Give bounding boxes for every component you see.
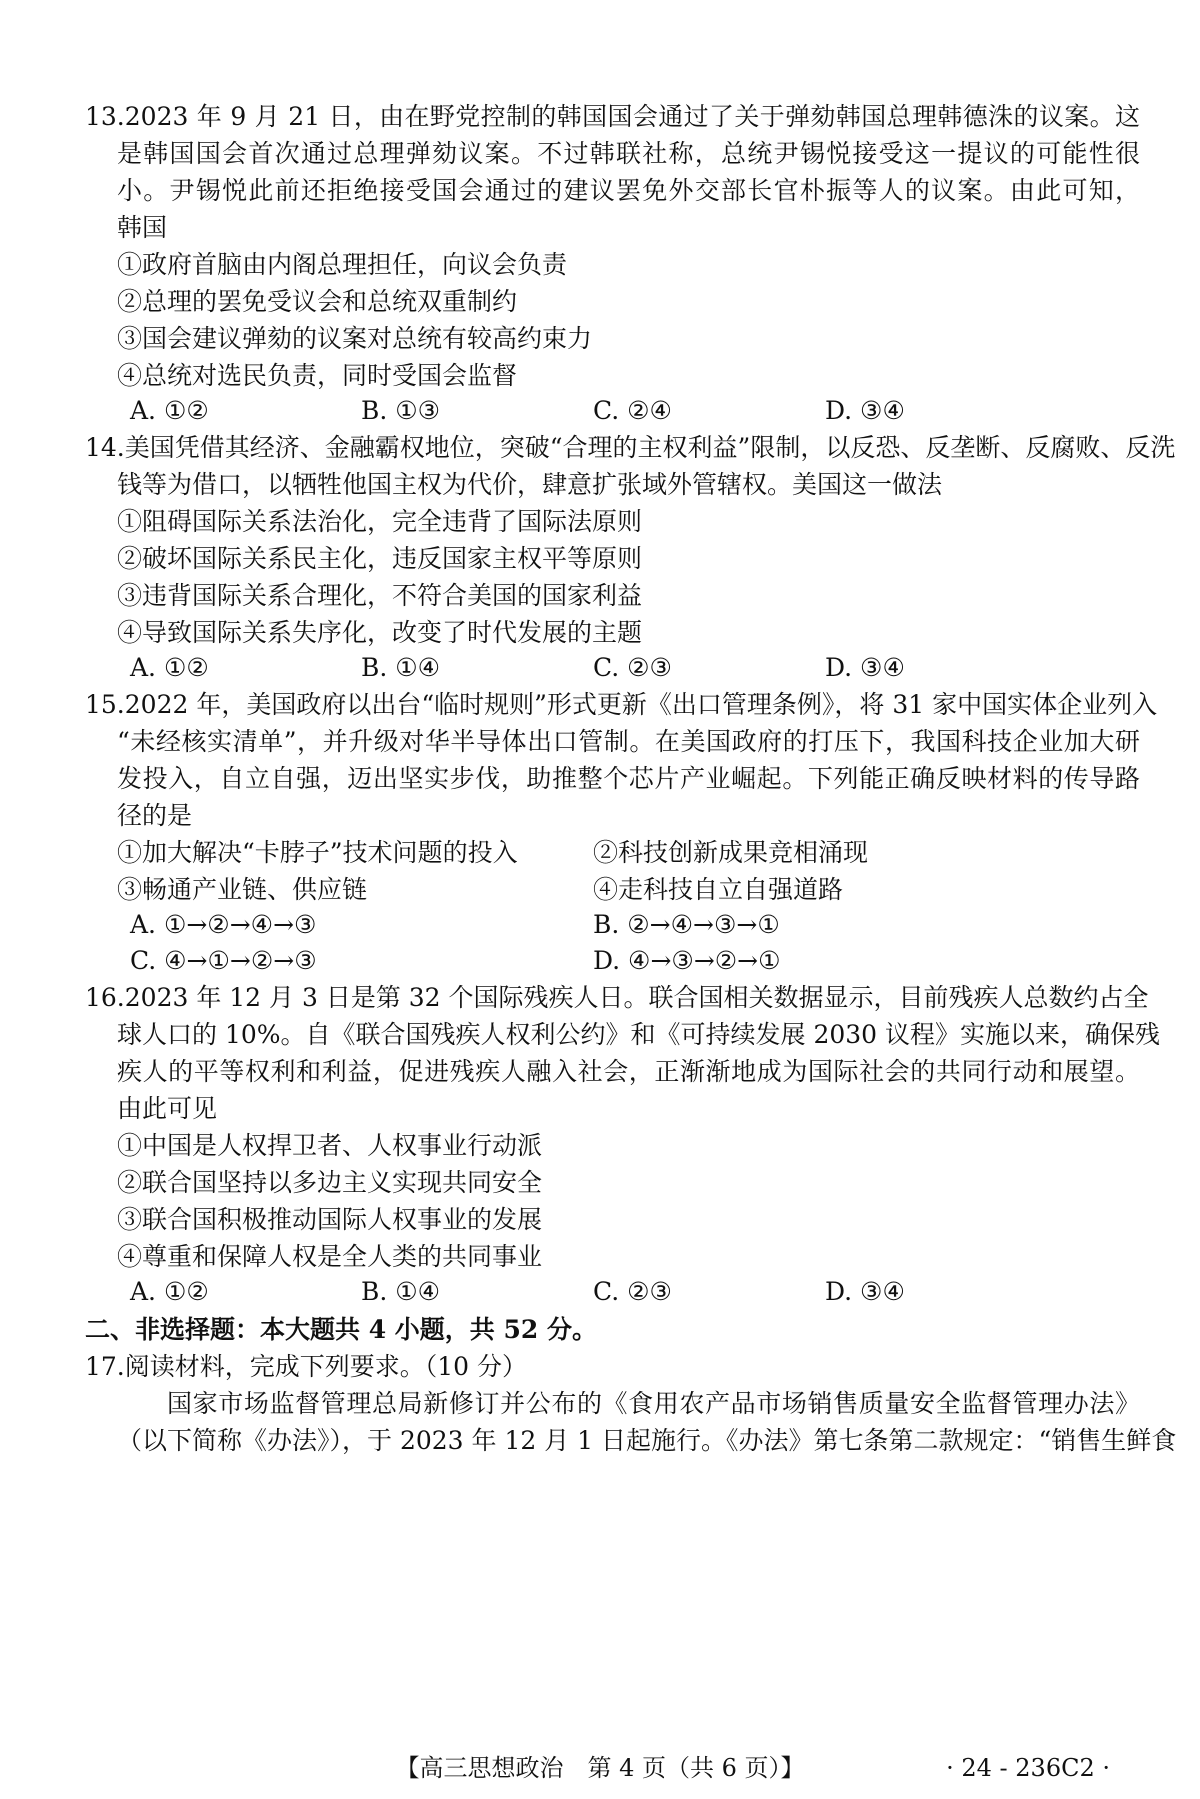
q16-stem-line-2: 球人口的 10%。自《联合国残疾人权利公约》和《可持续发展 2030 议程》实施以来，确保残 bbox=[117, 1020, 1161, 1049]
q14-item-2: ②破坏国际关系民主化，违反国家主权平等原则 bbox=[117, 544, 643, 573]
q13-item-2: ②总理的罢免受议会和总统双重制约 bbox=[117, 287, 518, 316]
footer-exam-code: · 24 - 236C2 · bbox=[946, 1754, 1110, 1782]
section-2-heading: 二、非选择题：本大题共 4 小题，共 52 分。 bbox=[85, 1315, 598, 1344]
q16-item-3: ③联合国积极推动国际人权事业的发展 bbox=[117, 1205, 543, 1234]
q13-option-d: D. ③④ bbox=[825, 396, 905, 425]
q15-option-b: B. ②→④→③→① bbox=[593, 910, 780, 939]
q15-option-c: C. ④→①→②→③ bbox=[130, 946, 317, 975]
q16-option-c: C. ②③ bbox=[593, 1277, 672, 1306]
q13-option-c: C. ②④ bbox=[593, 396, 672, 425]
q13-stem-line-4: 韩国 bbox=[117, 213, 168, 242]
q16-option-d: D. ③④ bbox=[825, 1277, 905, 1306]
q15-stem-line-1: 15.2022 年，美国政府以出台“临时规则”形式更新《出口管理条例》，将 31 家中国实体企业列入 bbox=[85, 690, 1158, 719]
q17-material-line-2: （以下简称《办法》），于 2023 年 12 月 1 日起施行。《办法》第七条第二款规定：“销售生鲜食 bbox=[117, 1426, 1177, 1455]
q14-option-b: B. ①④ bbox=[361, 653, 441, 682]
q16-item-4: ④尊重和保障人权是全人类的共同事业 bbox=[117, 1242, 543, 1271]
q14-item-3: ③违背国际关系合理化，不符合美国的国家利益 bbox=[117, 581, 643, 610]
q14-stem-line-2: 钱等为借口，以牺牲他国主权为代价，肆意扩张域外管辖权。美国这一做法 bbox=[117, 470, 943, 499]
q14-option-c: C. ②③ bbox=[593, 653, 672, 682]
q15-item-3: ③畅通产业链、供应链 bbox=[117, 875, 368, 904]
q17-material-line-1: 国家市场监督管理总局新修订并公布的《食用农产品市场销售质量安全监督管理办法》 bbox=[167, 1389, 1140, 1418]
q15-stem-line-2: “未经核实清单”，并升级对华半导体出口管制。在美国政府的打压下，我国科技企业加大研 bbox=[117, 727, 1140, 756]
q13-item-1: ①政府首脑由内阁总理担任，向议会负责 bbox=[117, 250, 568, 279]
q13-item-3: ③国会建议弹劾的议案对总统有较高约束力 bbox=[117, 324, 593, 353]
q14-option-a: A. ①② bbox=[130, 653, 209, 682]
q15-item-4: ④走科技自立自强道路 bbox=[593, 875, 844, 904]
q14-stem-line-1: 14.美国凭借其经济、金融霸权地位，突破“合理的主权利益”限制，以反恐、反垄断、反腐败、反洗 bbox=[85, 433, 1176, 462]
q16-option-a: A. ①② bbox=[130, 1277, 209, 1306]
footer-page-info: 【高三思想政治 第 4 页（共 6 页）】 bbox=[395, 1754, 805, 1782]
q15-option-d: D. ④→③→②→① bbox=[593, 946, 781, 975]
q13-option-a: A. ①② bbox=[130, 396, 209, 425]
q14-option-d: D. ③④ bbox=[825, 653, 905, 682]
q16-stem-line-3: 疾人的平等权利和利益，促进残疾人融入社会，正渐渐地成为国际社会的共同行动和展望。 bbox=[117, 1057, 1140, 1086]
q13-stem-line-2: 是韩国国会首次通过总理弹劾议案。不过韩联社称，总统尹锡悦接受这一提议的可能性很 bbox=[117, 139, 1140, 168]
q16-stem-line-4: 由此可见 bbox=[117, 1094, 218, 1123]
q13-item-4: ④总统对选民负责，同时受国会监督 bbox=[117, 361, 518, 390]
q16-item-1: ①中国是人权捍卫者、人权事业行动派 bbox=[117, 1131, 543, 1160]
q17-title: 17.阅读材料，完成下列要求。（10 分） bbox=[85, 1352, 528, 1381]
q16-option-b: B. ①④ bbox=[361, 1277, 441, 1306]
q15-option-a: A. ①→②→④→③ bbox=[130, 910, 317, 939]
q15-item-2: ②科技创新成果竞相涌现 bbox=[593, 838, 869, 867]
q13-stem-line-3: 小。尹锡悦此前还拒绝接受国会通过的建议罢免外交部长官朴振等人的议案。由此可知， bbox=[117, 176, 1140, 205]
q14-item-4: ④导致国际关系失序化，改变了时代发展的主题 bbox=[117, 618, 643, 647]
q15-stem-line-3: 发投入，自立自强，迈出坚实步伐，助推整个芯片产业崛起。下列能正确反映材料的传导路 bbox=[117, 764, 1140, 793]
q15-stem-line-4: 径的是 bbox=[117, 801, 193, 830]
q16-stem-line-1: 16.2023 年 12 月 3 日是第 32 个国际残疾人日。联合国相关数据显示，目前残疾人总数约占全 bbox=[85, 983, 1149, 1012]
q13-option-b: B. ①③ bbox=[361, 396, 441, 425]
q16-item-2: ②联合国坚持以多边主义实现共同安全 bbox=[117, 1168, 543, 1197]
q15-item-1: ①加大解决“卡脖子”技术问题的投入 bbox=[117, 838, 518, 867]
q14-item-1: ①阻碍国际关系法治化，完全违背了国际法原则 bbox=[117, 507, 643, 536]
q13-stem-line-1: 13.2023 年 9 月 21 日，由在野党控制的韩国国会通过了关于弹劾韩国总理韩德洙的议案。这 bbox=[85, 102, 1140, 131]
